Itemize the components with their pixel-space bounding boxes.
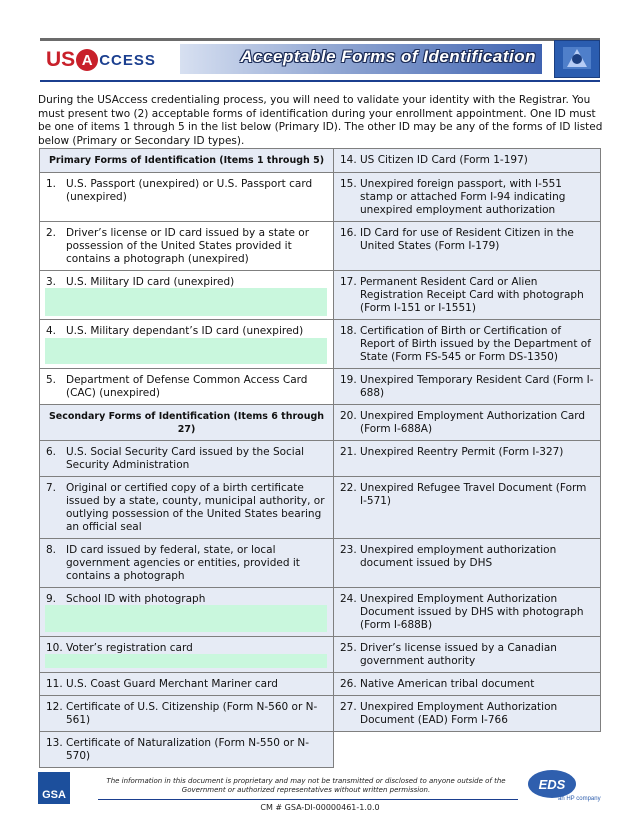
list-item: 11. U.S. Coast Guard Merchant Mariner card	[40, 673, 334, 696]
list-item: 8. ID card issued by federal, state, or local government agencies or entities, provided it contains a photograph	[40, 539, 334, 588]
list-item: 1. U.S. Passport (unexpired) or U.S. Passport card (unexpired)	[40, 173, 334, 222]
logo-a-mark: A	[76, 49, 98, 71]
list-item: 6. U.S. Social Security Card issued by the Social Security Administration	[40, 441, 334, 477]
usaccess-logo	[46, 46, 156, 74]
page-title: Acceptable Forms of Identification	[240, 47, 536, 66]
primary-header: Primary Forms of Identification (Items 1 through 5)	[40, 149, 334, 173]
list-item: 21. Unexpired Reentry Permit (Form I-327)	[334, 441, 601, 477]
list-item: 27. Unexpired Employment Authorization Document (EAD) Form I-766	[334, 696, 601, 732]
list-item: 23. Unexpired employment authorization document issued by DHS	[334, 539, 601, 588]
secondary-header: Secondary Forms of Identification (Items 6 through 27)	[40, 405, 334, 441]
header-bottom-rule	[40, 80, 600, 82]
footer-rule	[98, 799, 518, 800]
list-item: 3. U.S. Military ID card (unexpired)	[40, 271, 334, 320]
highlight-field	[45, 338, 327, 364]
list-item: 15. Unexpired foreign passport, with I-551 stamp or attached Form I-94 indicating unexpired employment authorization	[334, 173, 601, 222]
list-item: 5. Department of Defense Common Access Card (CAC) (unexpired)	[40, 369, 334, 405]
highlight-field	[45, 288, 327, 316]
logo-us: US	[46, 48, 76, 71]
logo-ccess: CCESS	[99, 51, 156, 69]
empty-cell	[334, 732, 601, 768]
eds-logo: EDS	[528, 770, 576, 798]
id-forms-table	[39, 148, 601, 768]
agency-seal-icon	[554, 40, 600, 78]
header-top-rule	[40, 38, 600, 41]
list-item: 18. Certification of Birth or Certification of Report of Birth issued by the Department of State (Form FS-545 or Form DS-1350)	[334, 320, 601, 369]
list-item: 19. Unexpired Temporary Resident Card (Form I-688)	[334, 369, 601, 405]
list-item: 24. Unexpired Employment Authorization Document issued by DHS with photograph (Form I-688B)	[334, 588, 601, 637]
list-item: 22. Unexpired Refugee Travel Document (Form I-571)	[334, 477, 601, 539]
list-item: 17. Permanent Resident Card or Alien Registration Receipt Card with photograph (Form I-151 or I-1551)	[334, 271, 601, 320]
gsa-logo: GSA	[38, 772, 70, 804]
list-item: 20. Unexpired Employment Authorization Card (Form I-688A)	[334, 405, 601, 441]
intro-paragraph: During the USAccess credentialing process, you will need to validate your identity with the Registrar. You must present two (2) acceptable forms of identification during your enrollment appointment. One ID must be one of items 1 through 5 in the list below (Primary ID). The other ID may be any of the forms of ID listed below (Primary or Secondary ID types).	[38, 94, 603, 147]
list-item: 12. Certificate of U.S. Citizenship (Form N-560 or N-561)	[40, 696, 334, 732]
list-item: 10. Voter’s registration card	[40, 637, 334, 673]
list-item: 26. Native American tribal document	[334, 673, 601, 696]
highlight-field	[45, 654, 327, 668]
list-item: 2. Driver’s license or ID card issued by a state or possession of the United States provided it contains a photograph (unexpired)	[40, 222, 334, 271]
list-item: 13. Certificate of Naturalization (Form N-550 or N-570)	[40, 732, 334, 768]
list-item: 25. Driver’s license issued by a Canadian government authority	[334, 637, 601, 673]
list-item: 14. US Citizen ID Card (Form 1-197)	[334, 149, 601, 173]
title-banner	[180, 44, 542, 74]
highlight-field	[45, 605, 327, 632]
list-item: 9. School ID with photograph	[40, 588, 334, 637]
list-item: 4. U.S. Military dependant’s ID card (unexpired)	[40, 320, 334, 369]
proprietary-notice: The information in this document is proprietary and may not be transmitted or disclosed to anyone outside of the Government or authorized representatives without written permission.	[106, 777, 506, 794]
list-item: 7. Original or certified copy of a birth certificate issued by a state, county, municipal authority, or outlying possession of the United States bearing an official seal	[40, 477, 334, 539]
list-item: 16. ID Card for use of Resident Citizen in the United States (Form I-179)	[334, 222, 601, 271]
document-id: CM # GSA-DI-00000461-1.0.0	[260, 803, 380, 812]
eds-tagline: an HP company	[558, 796, 601, 802]
